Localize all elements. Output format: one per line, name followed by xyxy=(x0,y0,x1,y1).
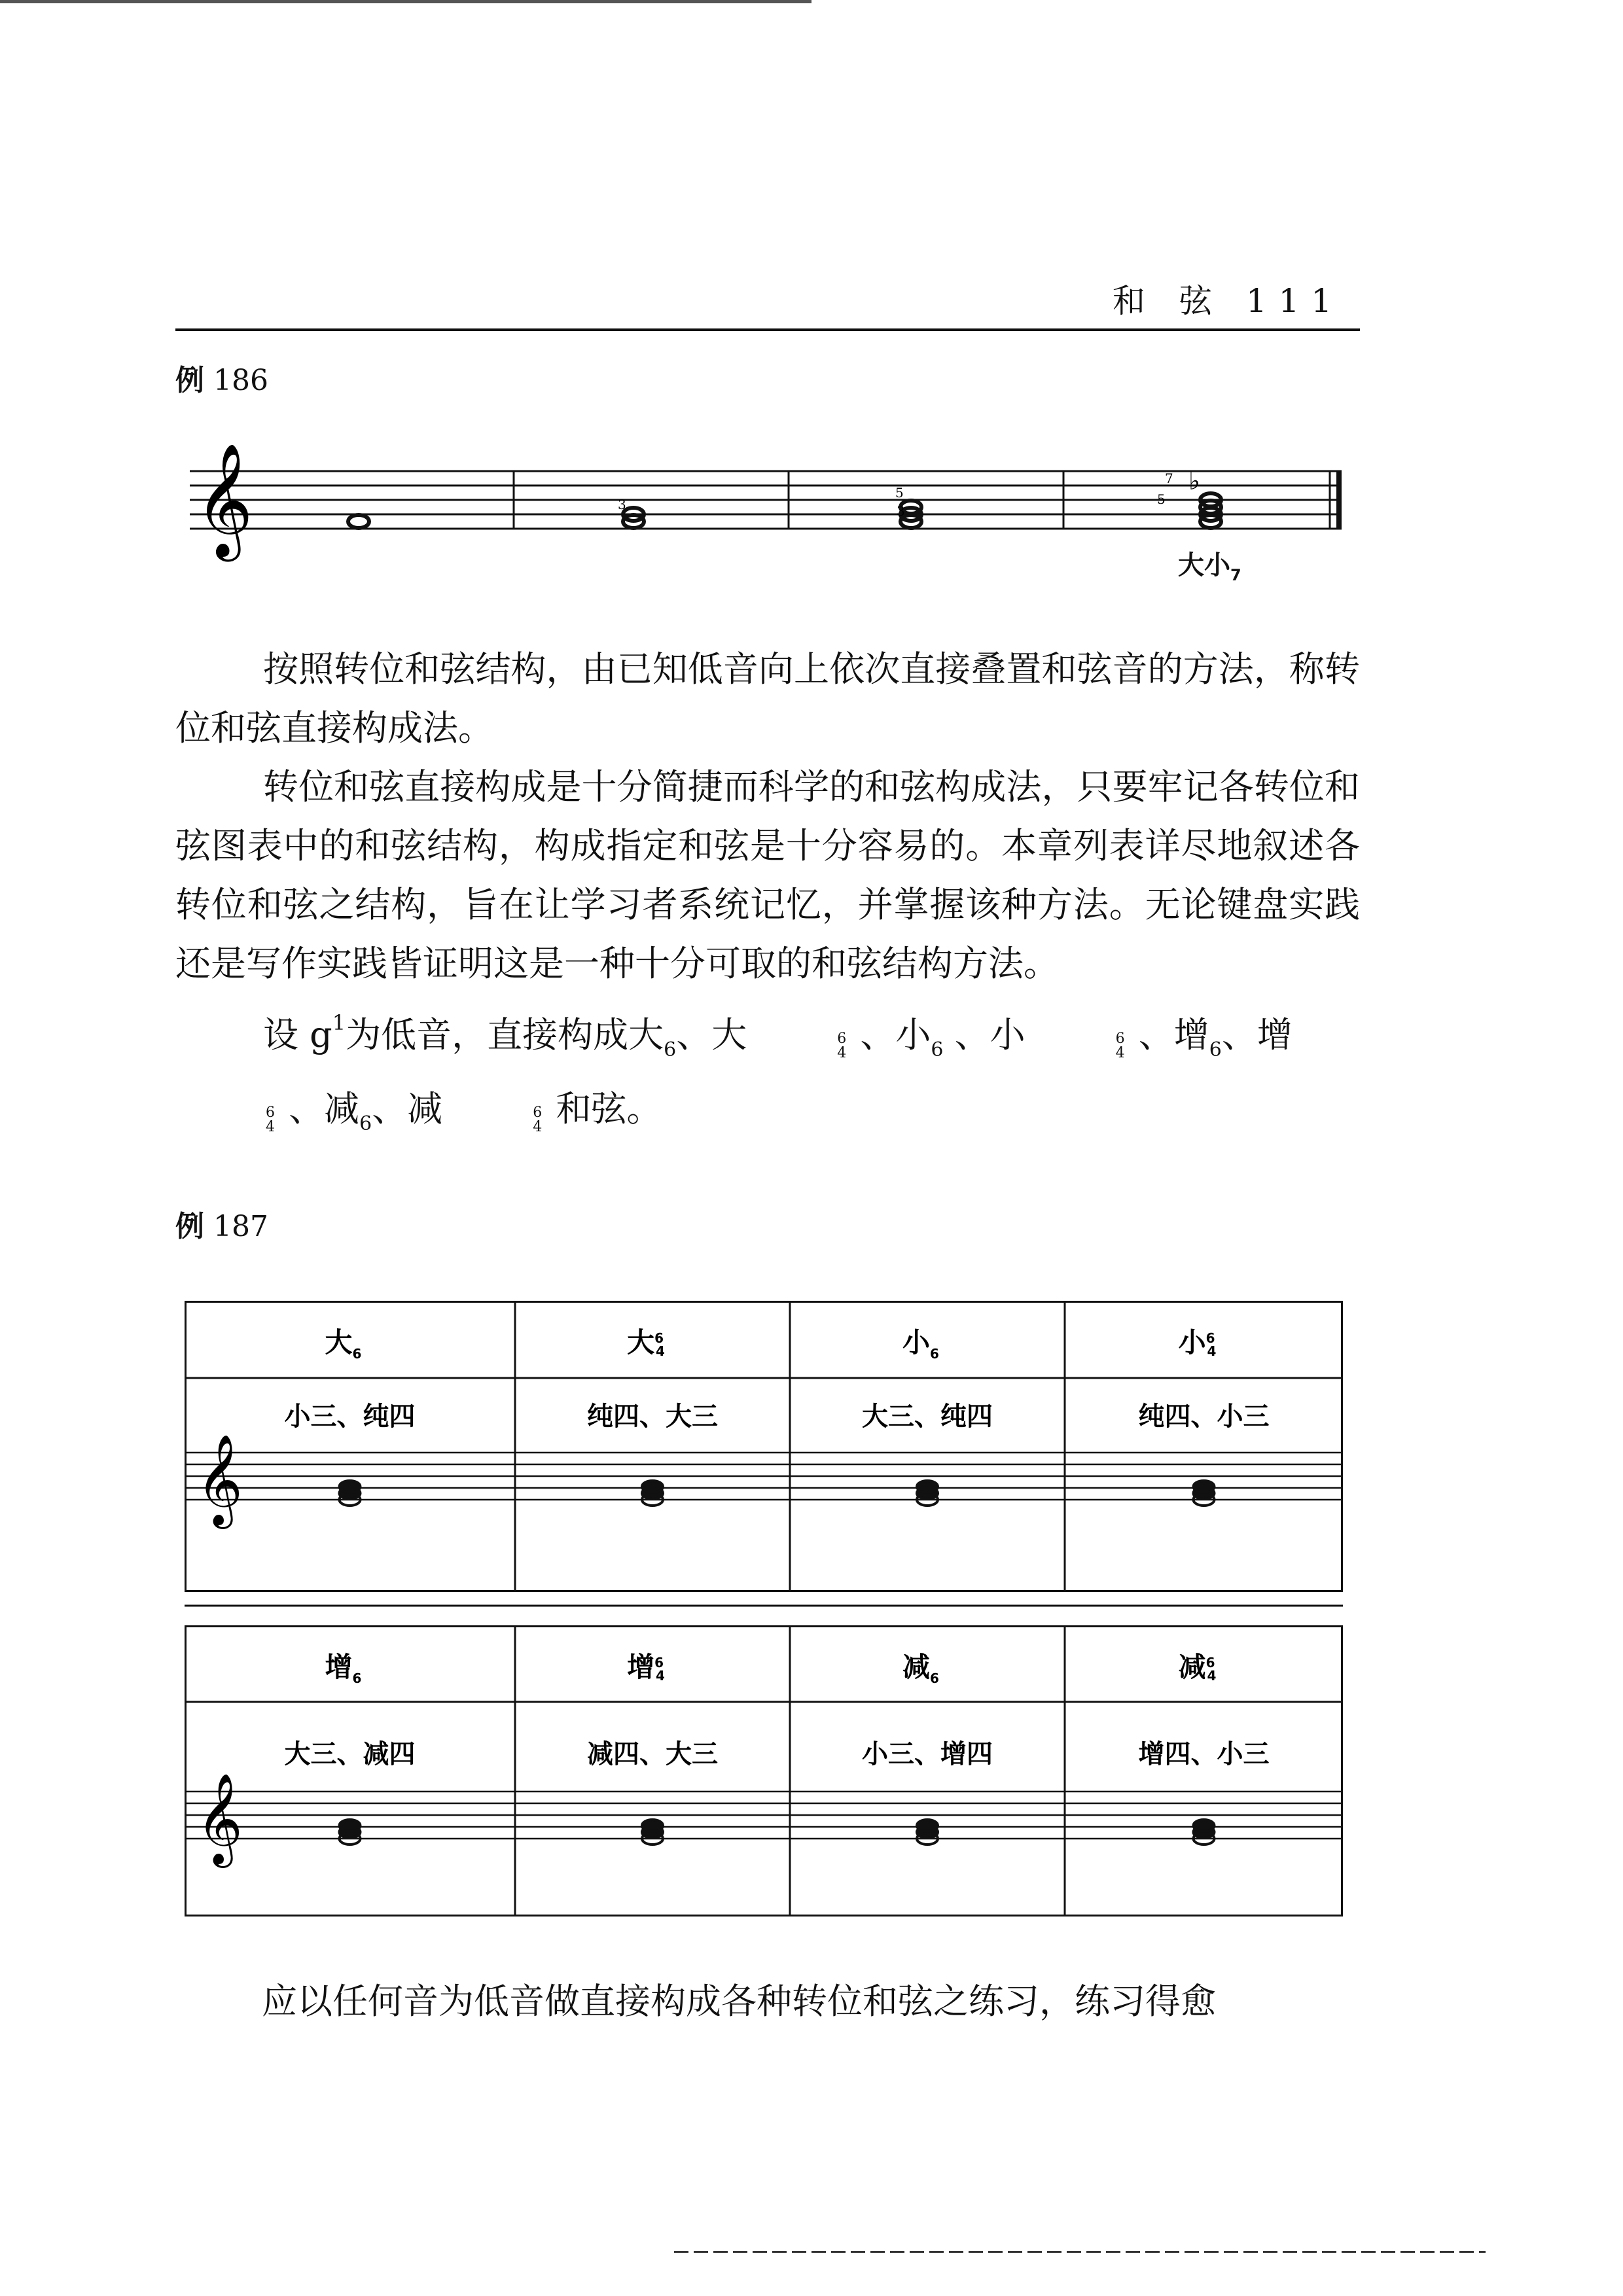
note-head xyxy=(1194,1820,1215,1831)
interval-label-row2-3: 增四、小三 xyxy=(1138,1739,1270,1769)
chord-table xyxy=(185,1301,1343,1916)
chord-name-row2-2: 减$_6$ xyxy=(902,1651,939,1686)
note-head xyxy=(340,1820,361,1831)
table-block-border xyxy=(186,1302,1342,1591)
note-head xyxy=(917,1481,938,1492)
interval-label-row2-0: 大三、减四 xyxy=(284,1739,416,1769)
table-block-border xyxy=(186,1627,1342,1916)
fig-7: 7 xyxy=(1165,470,1173,486)
fig-3b: 3 xyxy=(897,503,905,519)
chord-name-row2-1: 增$^6$ 4 xyxy=(627,1651,665,1684)
chord-annotation-major-minor-seventh: 大小$_7$ xyxy=(1178,550,1241,584)
scan-bottom-line xyxy=(674,2251,1486,2253)
paragraph-3: 设 $g^1$为低音，直接构成大$_6$、大 6 4 、小$_6$ 、小 6 4 、增$_6$、增 6 4 、减$_6$、减 6 4 和弦。 xyxy=(263,1010,1293,1135)
page-number: 111 xyxy=(1245,282,1344,320)
chord-name-row2-3: 减$^6$ 4 xyxy=(1178,1651,1217,1684)
chord-name-row1-1: 大$^6$ 4 xyxy=(627,1326,665,1359)
chord-table-svg xyxy=(185,1301,1343,1916)
flat-icon: ♭ xyxy=(1188,467,1200,495)
fig-5b: 5 xyxy=(1157,491,1166,507)
example-187-label: 例 187 xyxy=(175,1210,268,1243)
chord-name-row1-2: 小$_6$ xyxy=(902,1326,939,1362)
note-head xyxy=(917,1820,938,1831)
note-head xyxy=(340,1481,361,1492)
chord-name-row1-3: 小$^6$ 4 xyxy=(1178,1326,1217,1359)
fig-3: 3 xyxy=(618,497,626,512)
chord-name-row1-0: 大$_6$ xyxy=(325,1326,362,1362)
treble-clef-icon: 𝄞 xyxy=(196,1773,243,1864)
interval-label-row1-0: 小三、纯四 xyxy=(284,1402,416,1432)
interval-label-row2-1: 减四、大三 xyxy=(587,1739,718,1769)
treble-clef-icon: 𝄞 xyxy=(195,443,253,557)
note-head xyxy=(1194,1481,1215,1492)
interval-label-row1-1: 纯四、大三 xyxy=(587,1402,718,1432)
body-text xyxy=(175,640,1360,1154)
paragraph-1: 按照转位和弦结构，由已知低音向上依次直接叠置和弦音的方法，称转位和弦直接构成法。 xyxy=(175,648,1360,749)
header-title: 和 弦 xyxy=(1113,282,1224,320)
bottom-paragraph: 应以任何音为低音做直接构成各种转位和弦之练习，练习得愈 xyxy=(262,1981,1216,2022)
interval-label-row1-3: 纯四、小三 xyxy=(1138,1402,1270,1432)
note-head xyxy=(642,1820,663,1831)
header-rule xyxy=(175,328,1360,331)
paragraph-2: 转位和弦直接构成是十分简捷而科学的和弦构成法，只要牢记各转位和弦图表中的和弦结构，构成指定和弦是十分容易的。本章列表详尽地叙述各转位和弦之结构，旨在让学习者系统记忆，并掌握该种方法。无论键盘实践还是写作实践皆证明这是一种十分可取的和弦结构方法。 xyxy=(175,766,1360,984)
treble-clef-icon: 𝄞 xyxy=(196,1434,243,1525)
chord-name-row2-0: 增$_6$ xyxy=(325,1651,362,1686)
note-head xyxy=(642,1481,663,1492)
example-186-label: 例 186 xyxy=(175,364,268,397)
fig-5: 5 xyxy=(895,485,904,501)
interval-label-row2-2: 小三、增四 xyxy=(862,1739,993,1769)
running-header xyxy=(1113,275,1344,322)
interval-label-row1-2: 大三、纯四 xyxy=(862,1402,993,1432)
scan-top-line xyxy=(0,0,812,3)
